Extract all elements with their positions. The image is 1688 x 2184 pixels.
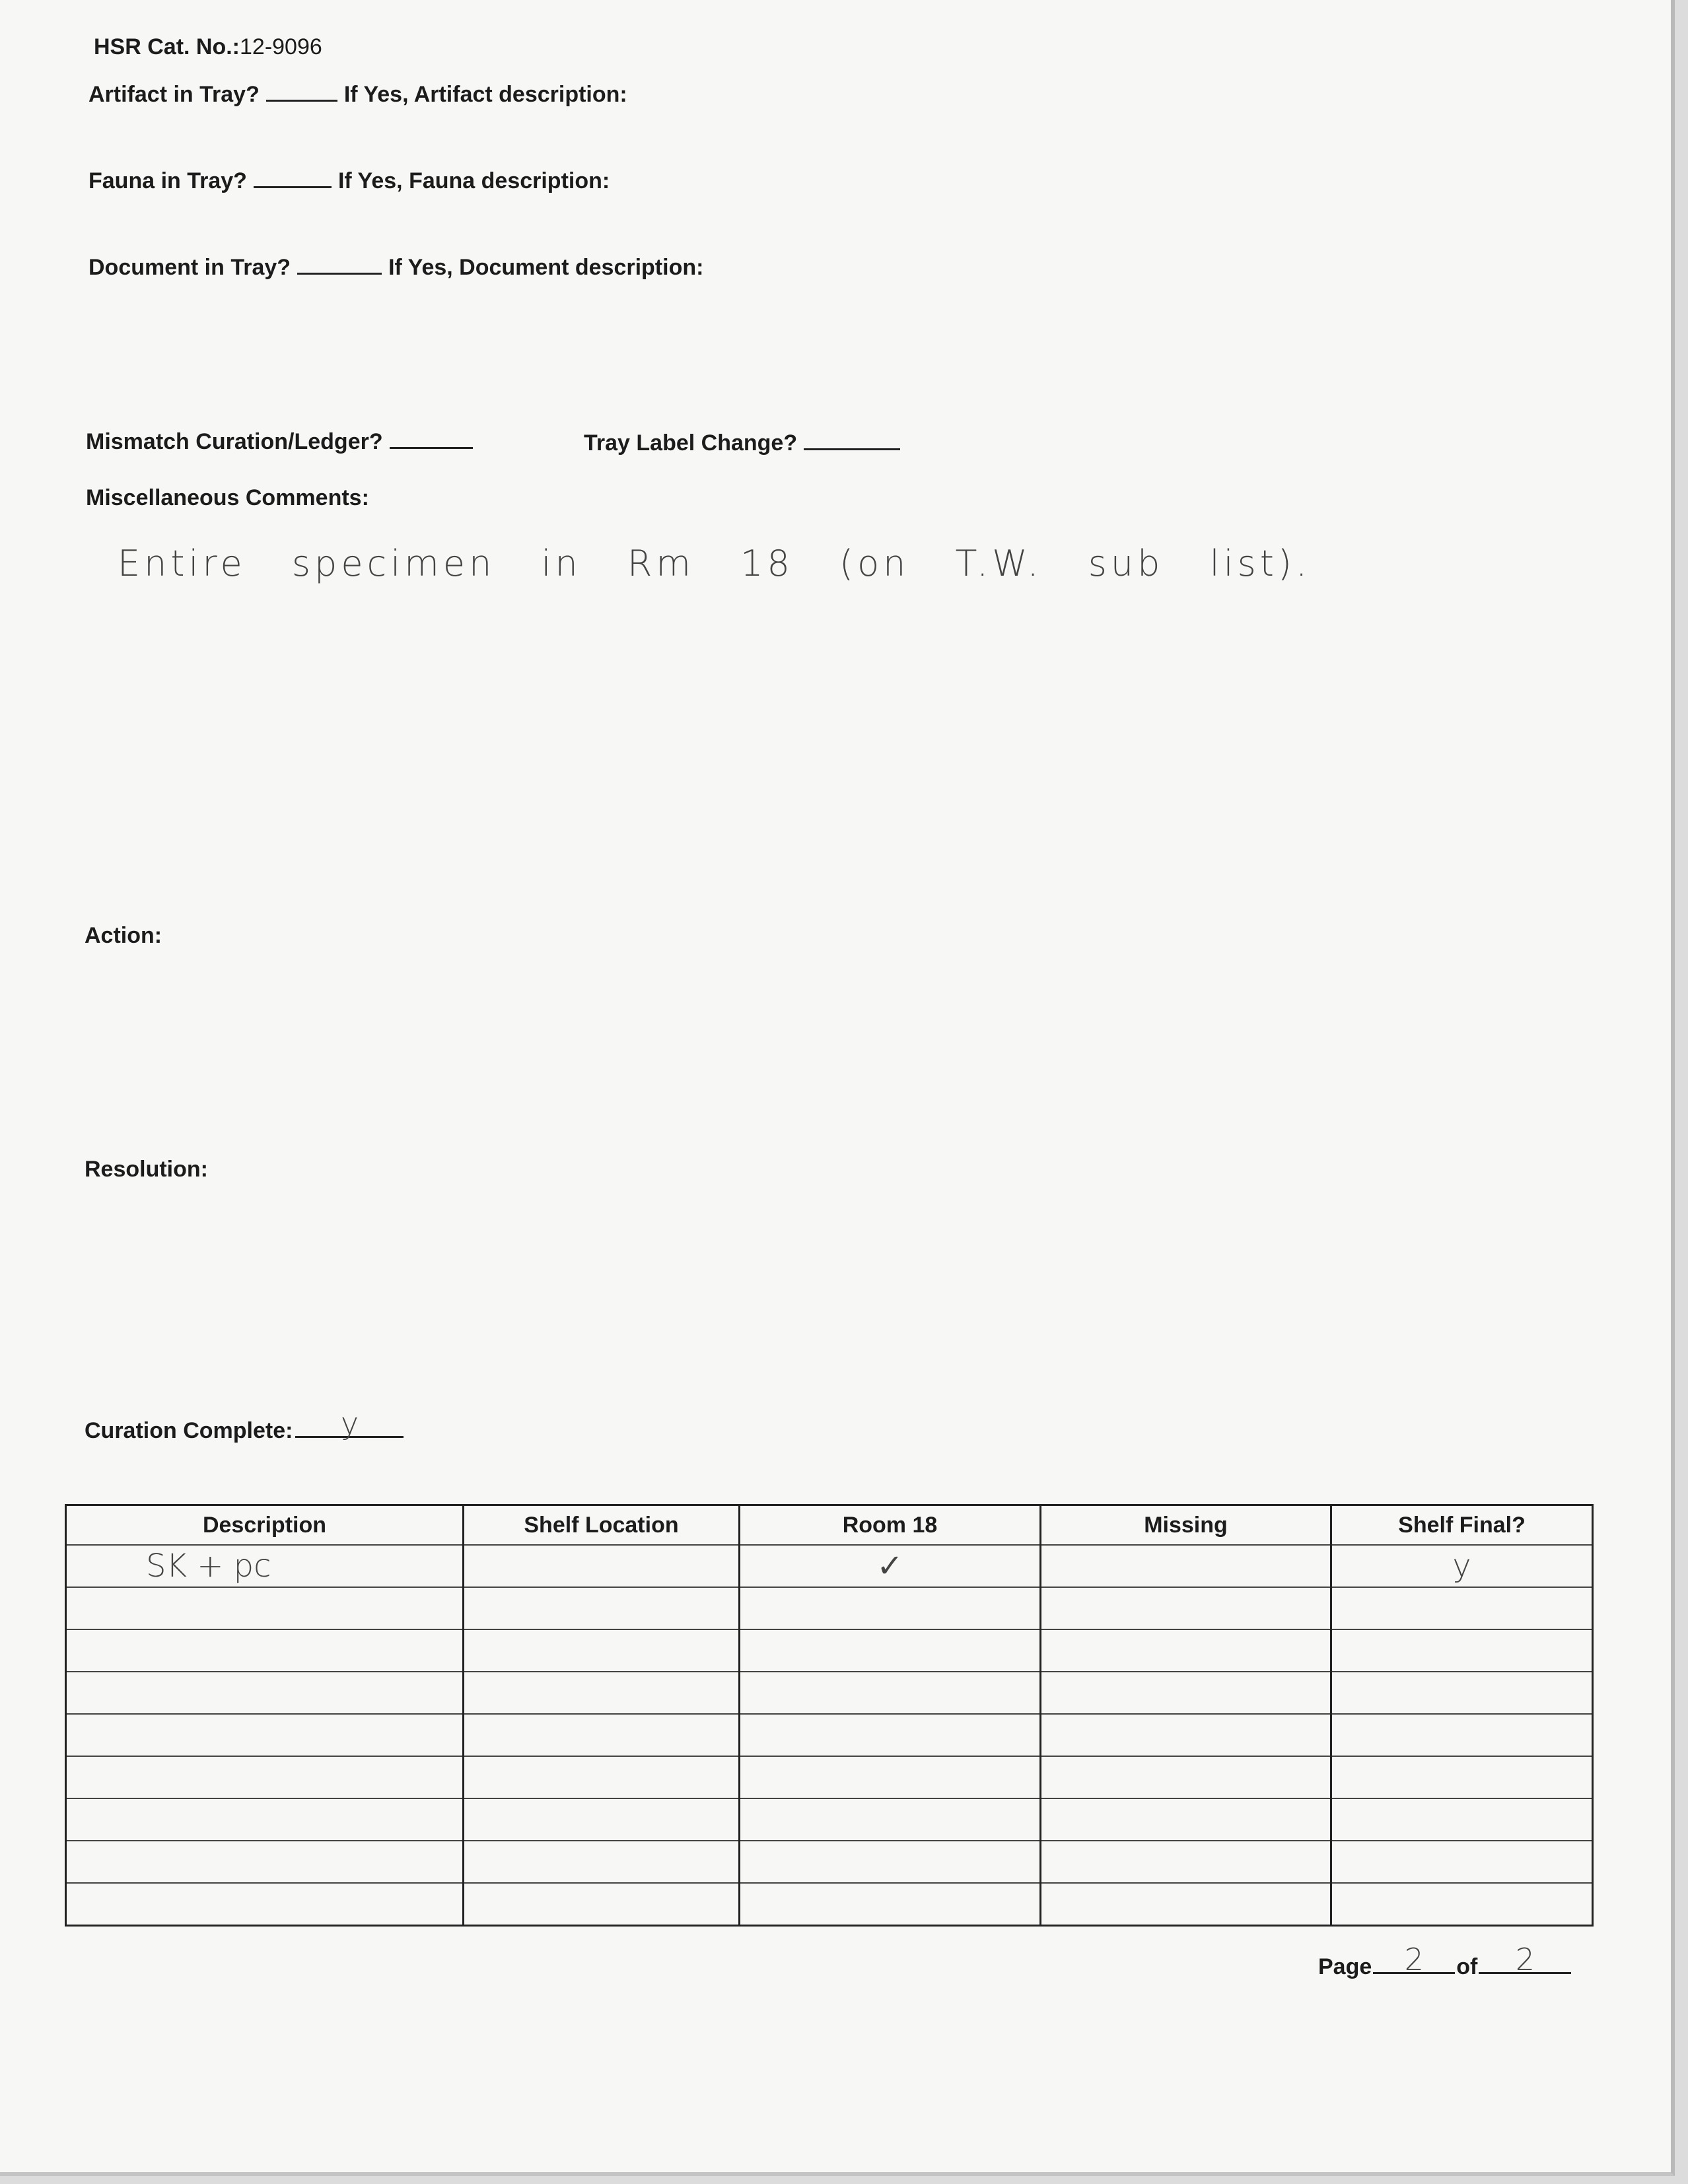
of-label: of — [1456, 1954, 1478, 1979]
document-description-label: If Yes, Document description: — [388, 255, 704, 280]
cell-shelf-location[interactable] — [464, 1798, 740, 1841]
cell-room-18[interactable] — [740, 1883, 1041, 1926]
cell-missing[interactable] — [1041, 1629, 1331, 1672]
cell-shelf-final[interactable] — [1331, 1672, 1593, 1714]
table-row — [66, 1545, 1593, 1587]
cell-shelf-final[interactable]: y — [1331, 1545, 1593, 1587]
table-row — [66, 1883, 1593, 1926]
curation-complete-line — [85, 1406, 410, 1444]
cell-shelf-location[interactable] — [464, 1545, 740, 1587]
tray-contents-table — [65, 1504, 1594, 1927]
cell-description[interactable] — [66, 1587, 464, 1629]
tray-label-change-label: Tray Label Change? — [584, 430, 798, 456]
cell-shelf-final[interactable] — [1331, 1883, 1593, 1926]
curation-complete-value: y — [340, 1406, 359, 1441]
table-row — [66, 1841, 1593, 1883]
cell-missing[interactable] — [1041, 1672, 1331, 1714]
cell-missing[interactable] — [1041, 1798, 1331, 1841]
page-blank[interactable] — [1373, 1942, 1455, 1977]
cell-missing[interactable] — [1041, 1587, 1331, 1629]
table-row — [66, 1629, 1593, 1672]
cell-description[interactable] — [66, 1756, 464, 1798]
tray-label-change-line — [584, 430, 907, 456]
artifact-label: Artifact in Tray? — [88, 82, 260, 107]
cell-shelf-final[interactable] — [1331, 1756, 1593, 1798]
resolution-label: Resolution: — [85, 1157, 208, 1182]
table-row — [66, 1798, 1593, 1841]
cell-description[interactable] — [66, 1629, 464, 1672]
table-row — [66, 1672, 1593, 1714]
page-number-line — [1318, 1942, 1572, 1980]
cell-description[interactable]: SK + pc — [66, 1545, 464, 1587]
document-blank[interactable] — [297, 256, 382, 275]
cell-shelf-final[interactable] — [1331, 1798, 1593, 1841]
table-header-row — [66, 1505, 1593, 1546]
mismatch-label: Mismatch Curation/Ledger? — [86, 429, 383, 454]
cell-shelf-location[interactable] — [464, 1629, 740, 1672]
misc-comments-label: Miscellaneous Comments: — [86, 485, 369, 510]
cell-missing[interactable] — [1041, 1545, 1331, 1587]
misc-comments-handwriting: Entire specimen in Rm 18 (on T.W. sub list). — [118, 543, 1312, 584]
column-header-missing: Missing — [1041, 1505, 1331, 1546]
document-label: Document in Tray? — [88, 255, 291, 280]
cell-shelf-location[interactable] — [464, 1756, 740, 1798]
cell-shelf-location[interactable] — [464, 1883, 740, 1926]
table-row — [66, 1756, 1593, 1798]
cell-shelf-final[interactable] — [1331, 1629, 1593, 1672]
artifact-description-label: If Yes, Artifact description: — [343, 82, 627, 107]
catalog-number-line — [94, 34, 322, 60]
fauna-label: Fauna in Tray? — [88, 168, 247, 193]
fauna-description-label: If Yes, Fauna description: — [337, 168, 610, 193]
artifact-line — [88, 82, 627, 108]
cell-missing[interactable] — [1041, 1883, 1331, 1926]
document-line — [88, 255, 703, 281]
cell-room-18[interactable] — [740, 1756, 1041, 1798]
of-value: 2 — [1515, 1942, 1535, 1977]
column-header-shelf-final: Shelf Final? — [1331, 1505, 1593, 1546]
cell-room-18[interactable] — [740, 1798, 1041, 1841]
cell-description[interactable] — [66, 1798, 464, 1841]
artifact-blank[interactable] — [266, 83, 337, 102]
catalog-number-value: 12-9096 — [240, 34, 322, 59]
catalog-number-label: HSR Cat. No.: — [94, 34, 240, 59]
page-label: Page — [1318, 1954, 1372, 1979]
cell-shelf-final[interactable] — [1331, 1587, 1593, 1629]
cell-room-18[interactable] — [740, 1714, 1041, 1756]
cell-room-18[interactable] — [740, 1672, 1041, 1714]
cell-description[interactable] — [66, 1841, 464, 1883]
mismatch-line — [86, 429, 479, 455]
cell-shelf-location[interactable] — [464, 1714, 740, 1756]
table-row — [66, 1714, 1593, 1756]
cell-room-18[interactable] — [740, 1629, 1041, 1672]
column-header-description: Description — [66, 1505, 464, 1546]
cell-shelf-location[interactable] — [464, 1587, 740, 1629]
cell-shelf-final[interactable] — [1331, 1841, 1593, 1883]
cell-description[interactable] — [66, 1883, 464, 1926]
cell-missing[interactable] — [1041, 1841, 1331, 1883]
cell-description[interactable] — [66, 1672, 464, 1714]
cell-shelf-location[interactable] — [464, 1841, 740, 1883]
cell-missing[interactable] — [1041, 1756, 1331, 1798]
cell-missing[interactable] — [1041, 1714, 1331, 1756]
cell-shelf-final[interactable] — [1331, 1714, 1593, 1756]
action-label: Action: — [85, 923, 162, 948]
cell-description[interactable] — [66, 1714, 464, 1756]
of-blank[interactable] — [1479, 1942, 1571, 1977]
tray-label-change-blank[interactable] — [804, 431, 900, 450]
fauna-line — [88, 168, 610, 194]
fauna-blank[interactable] — [254, 169, 332, 188]
cell-room-18[interactable]: ✓ — [740, 1545, 1041, 1587]
column-header-room-18: Room 18 — [740, 1505, 1041, 1546]
table-row — [66, 1587, 1593, 1629]
page-value: 2 — [1404, 1942, 1424, 1977]
cell-room-18[interactable] — [740, 1587, 1041, 1629]
cell-room-18[interactable] — [740, 1841, 1041, 1883]
column-header-shelf-location: Shelf Location — [464, 1505, 740, 1546]
cell-shelf-location[interactable] — [464, 1672, 740, 1714]
curation-complete-blank[interactable] — [295, 1406, 404, 1441]
curation-complete-label: Curation Complete: — [85, 1418, 293, 1443]
mismatch-blank[interactable] — [390, 430, 473, 449]
